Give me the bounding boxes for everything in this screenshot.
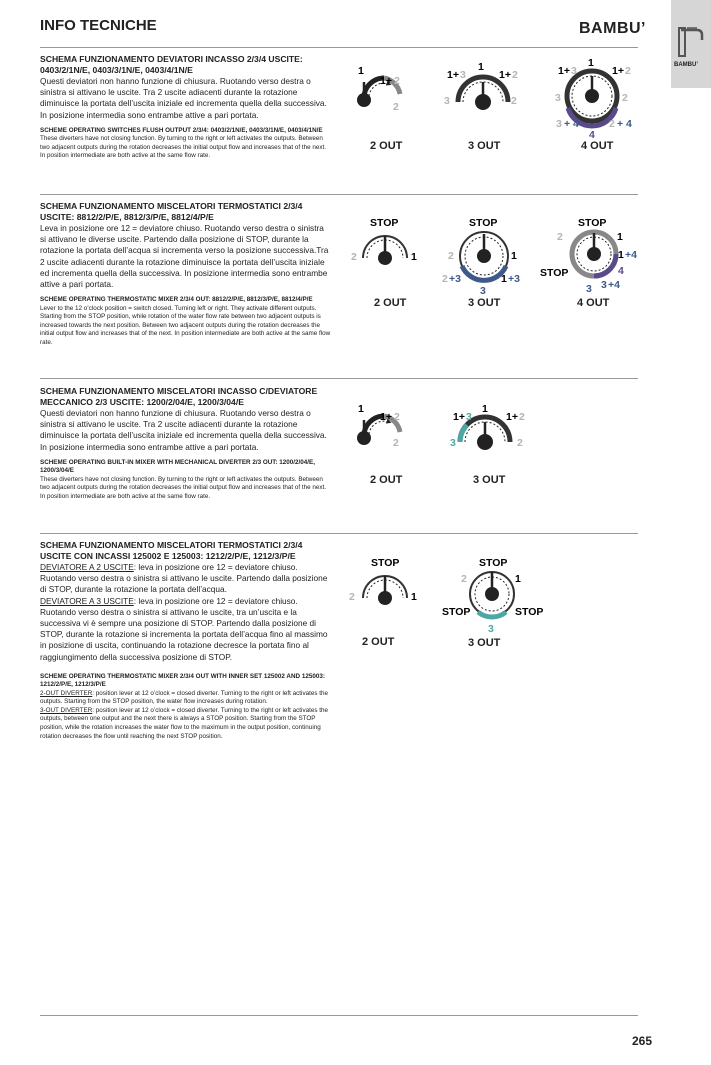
stop-label: STOP [479, 557, 508, 569]
divider [40, 194, 638, 195]
diagram-switch-3-out [438, 58, 528, 120]
section-title-en: SCHEME OPERATING SWITCHES FLUSH OUTPUT 2/3/4: 0403/2/1N/E, 0403/3/1N/E, 0403/4/1N/E [40, 126, 323, 134]
label-3: 3 [488, 623, 494, 635]
stop-label: STOP [370, 217, 399, 229]
section-text-en: These diverters have not closing function. By turning to the right or left activates the outputs. Between two adjacent outputs during the rotation decreases the initial output flow and increases that of the next. In position intermediate are both active at the same flow rate. [40, 135, 326, 160]
section-text-en [40, 690, 332, 742]
output-label: 4 OUT [577, 297, 610, 309]
faucet-icon [677, 24, 705, 58]
label-2c: 2 [609, 118, 615, 130]
section-title-it: SCHEMA FUNZIONAMENTO MISCELATORI TERMOSTATICI 2/3/4 USCITE: 8812/2/P/E, 8812/3/P/E, 8812/4/P/E [40, 201, 303, 222]
section-mechanical-diverter [40, 386, 332, 501]
brand-logo: BAMBU’ [579, 20, 646, 37]
section-text-it: Questi deviatori non hanno funzione di chiusura. Ruotando verso destra o sinistra si attivano le uscite. Tra 2 uscite adiacenti durante la rotazione diminuisce la portata dell’uscita iniziale ed incrementa quella della successiva. In posizione intermedia sono entrambe attive a pari portata. [40, 76, 327, 120]
output-label: 3 OUT [468, 297, 501, 309]
label-2: 2 [519, 411, 525, 423]
page-title: INFO TECNICHE [40, 17, 157, 34]
text-2-out-en: : position lever at 12 o’clock = closed diverter. Turning to the right or left activates the outputs. Starting from the STOP position, the water flow increases during rotation. [40, 689, 328, 706]
output-label: 2 OUT [370, 474, 403, 486]
diagram-mixer-2-out [345, 400, 415, 456]
stop-label: STOP [371, 557, 400, 569]
label-2: 2 [349, 591, 355, 603]
page-number: 265 [632, 1034, 653, 1048]
label-3: 3 [460, 69, 466, 81]
label-2: 2 [394, 411, 400, 423]
label-1plus: 1+ [380, 75, 392, 87]
label-4: 4 [589, 129, 595, 141]
stop-label: STOP [578, 217, 607, 229]
label-1b: 1 [618, 249, 624, 261]
diagram-switch-2-out [345, 60, 415, 120]
divider [40, 533, 638, 534]
section-text-en: Lever to the 12 o’clock position = switch closed. Turning left or right. They activate different outputs. Starting from the STOP position, while rotation of the water flow rate between two adjacent outputs is increased towards the next position. Between two adjacent outputs during the rotation decreases the initial output flow and increases that of the next. In position intermediate are both active at the same flow rate. [40, 304, 331, 346]
divider [40, 378, 638, 379]
label-2b: 2 [517, 437, 523, 449]
diagram-thermo-3-out [438, 212, 528, 296]
label-3: 3 [480, 285, 486, 296]
diagram-mixer-3-out [440, 398, 530, 456]
section-title-en: SCHEME OPERATING BUILT-IN MIXER WITH MECHANICAL DIVERTER 2/3 OUT: 1200/2/04/E, 1200/3/04/E [40, 458, 316, 475]
diagram-inner-set-2-out [345, 552, 425, 608]
label-1: 1 [511, 250, 517, 262]
label-3b: 3 [444, 95, 450, 107]
stop-label-right: STOP [515, 606, 544, 618]
label-1: 1 [411, 251, 417, 263]
label-1plus: 1+ [453, 411, 465, 423]
label-1plus-b: 1+ [612, 65, 624, 77]
label-1: 1 [358, 65, 364, 77]
label-2b: 2 [622, 92, 628, 104]
section-title-it: SCHEMA FUNZIONAMENTO DEVIATORI INCASSO 2/3/4 USCITE: 0403/2/1N/E, 0403/3/1N/E, 0403/4/1N/E [40, 54, 303, 75]
section-text-it [40, 562, 332, 663]
tab-label: BAMBU’ [674, 62, 698, 68]
text-2-out-it: : leva in posizione ore 12 = deviatore chiuso. Ruotando verso destra o sinistra si attivano le uscite. Partendo dalla posizione di STOP, durante la rotazione la portata dell’acqua. [40, 562, 328, 595]
label-1: 1 [478, 61, 484, 73]
output-label: 2 OUT [370, 140, 403, 152]
label-plus3-b: +3 [508, 273, 520, 285]
output-label: 4 OUT [581, 140, 614, 152]
label-2: 2 [351, 251, 357, 263]
label-3b: 3 [555, 92, 561, 104]
label-1plus: 1+ [380, 411, 392, 423]
side-tab [671, 0, 711, 88]
label-plus4: +4 [625, 249, 637, 261]
label-3b: 3 [450, 437, 456, 449]
label-2b: 2 [442, 273, 448, 285]
label-2: 2 [394, 75, 400, 87]
label-2: 2 [461, 573, 467, 585]
stop-label-left: STOP [540, 267, 569, 279]
label-3: 3 [571, 65, 577, 77]
text-3-out-it: : leva in posizione ore 12 = deviatore chiuso. Ruotando verso destra o sinistra si attivano le uscite, tra un’uscita e la successiva vi è sempre una posizione di STOP. Partendo dalla posizione di STOP, durante la rotazione si incrementa la portata dell’acqua fino al massimo in posizione di uscita, continuando la rotazione decresce la portata fino al raggiungimento della successiva posizione di STOP. [40, 595, 328, 662]
diagram-switch-4-out [552, 56, 642, 142]
diagram-inner-set-3-out [440, 552, 550, 636]
output-label: 3 OUT [468, 140, 501, 152]
section-text-it: Questi deviatori non hanno funzione di chiusura. Ruotando verso destra o sinistra si attivano le uscite. Tra 2 uscite adiacenti durante la rotazione diminuisce la portata dell’uscita iniziale ed incrementa quella della successiva. In posizione intermedia sono entrambe attive a pari portata. [40, 408, 327, 452]
label-2: 2 [557, 231, 563, 243]
label-4: 4 [618, 265, 624, 277]
label-2: 2 [448, 250, 454, 262]
stop-label: STOP [469, 217, 498, 229]
label-1: 1 [617, 231, 623, 243]
section-title-it: SCHEMA FUNZIONAMENTO MISCELATORI INCASSO C/DEVIATORE MECCANICO 2/3 USCITE: 1200/2/04/E, 1200/3/04/E [40, 386, 318, 407]
label-1: 1 [515, 573, 521, 585]
label-2: 2 [512, 69, 518, 81]
section-switches [40, 54, 332, 161]
label-1plus: 1+ [447, 69, 459, 81]
section-thermostatic [40, 201, 332, 348]
label-1: 1 [588, 57, 594, 69]
footer-divider [40, 1015, 638, 1016]
label-3: 3 [601, 279, 607, 291]
section-text-en: These diverters have not closing function. By turning to the right or left activates the outputs. Between two adjacent outputs during the rotation decreases the initial output flow and increases that of the next. In position intermediate are both active at the same flow rate. [40, 475, 326, 500]
label-3c: 3 [556, 118, 562, 130]
label-plus4: + 4 [564, 118, 579, 130]
label-2: 2 [625, 65, 631, 77]
label-1plus-b: 1+ [506, 411, 518, 423]
label-1: 1 [358, 403, 364, 415]
label-1: 1 [482, 403, 488, 415]
section-title-en: SCHEME OPERATING THERMOSTATIC MIXER 2/3/4 OUT WITH INNER SET 125002 AND 125003: 1212/2/P/E, 1212/3/P/E [40, 672, 325, 689]
label-3b: 3 [586, 283, 592, 292]
divider [40, 47, 638, 48]
section-text-it: Leva in posizione ore 12 = deviatore chiuso. Ruotando verso destra o sinistra si attivano le diverse uscite. Partendo dalla posizione di STOP, durante la rotazione la portata dell’acqua si incrementa verso la posizione successiva.Tra 2 uscite adiacenti durante la rotazione diminuisce la portata dell’uscita iniziale ed incrementa quella della successiva. In posizione intermedia sono entrambe attive a pari portata. [40, 223, 329, 290]
output-label: 2 OUT [362, 636, 395, 648]
label-2-out-en: 2-OUT DIVERTER [40, 689, 93, 697]
label-1: 1 [411, 591, 417, 603]
label-2-out-it: DEVIATORE A 2 USCITE [40, 562, 134, 572]
label-1b: 1 [501, 273, 507, 285]
diagram-thermo-4-out [538, 212, 648, 292]
label-1plus-b: 1+ [499, 69, 511, 81]
stop-label-left: STOP [442, 606, 471, 618]
label-1plus: 1+ [558, 65, 570, 77]
section-title-it: SCHEMA FUNZIONAMENTO MISCELATORI TERMOSTATICI 2/3/4 USCITE CON INCASSI 125002 E 125003: 1212/2/P/E, 1212/3/P/E [40, 540, 303, 561]
output-label: 3 OUT [468, 637, 501, 649]
label-2b: 2 [393, 437, 399, 449]
label-2b: 2 [393, 101, 399, 113]
label-3-out-it: DEVIATORE A 3 USCITE [40, 595, 134, 606]
diagram-thermo-2-out [345, 212, 425, 268]
output-label: 2 OUT [374, 297, 407, 309]
label-plus3: +3 [449, 273, 461, 285]
label-3-out-en: 3-OUT DIVERTER [40, 706, 93, 714]
text-3-out-en: : position lever at 12 o’clock = closed diverter. Turning to the right or left activates the outputs, between one output and the next there is always a STOP position. Starting from the STOP position, while the rotation increases the water flow to the maximum in the output position, continuing rotation decreases the flow until reaching the next STOP position. [40, 706, 328, 740]
label-plus4-b: +4 [608, 279, 620, 291]
output-label: 3 OUT [473, 474, 506, 486]
label-plus4-b: + 4 [617, 118, 632, 130]
label-2b: 2 [511, 95, 517, 107]
section-thermostatic-inner-set [40, 540, 332, 741]
section-title-en: SCHEME OPERATING THERMOSTATIC MIXER 2/3/4 OUT: 8812/2/P/E, 8812/3/P/E, 8812/4/P/E [40, 296, 313, 304]
label-3: 3 [466, 411, 472, 423]
